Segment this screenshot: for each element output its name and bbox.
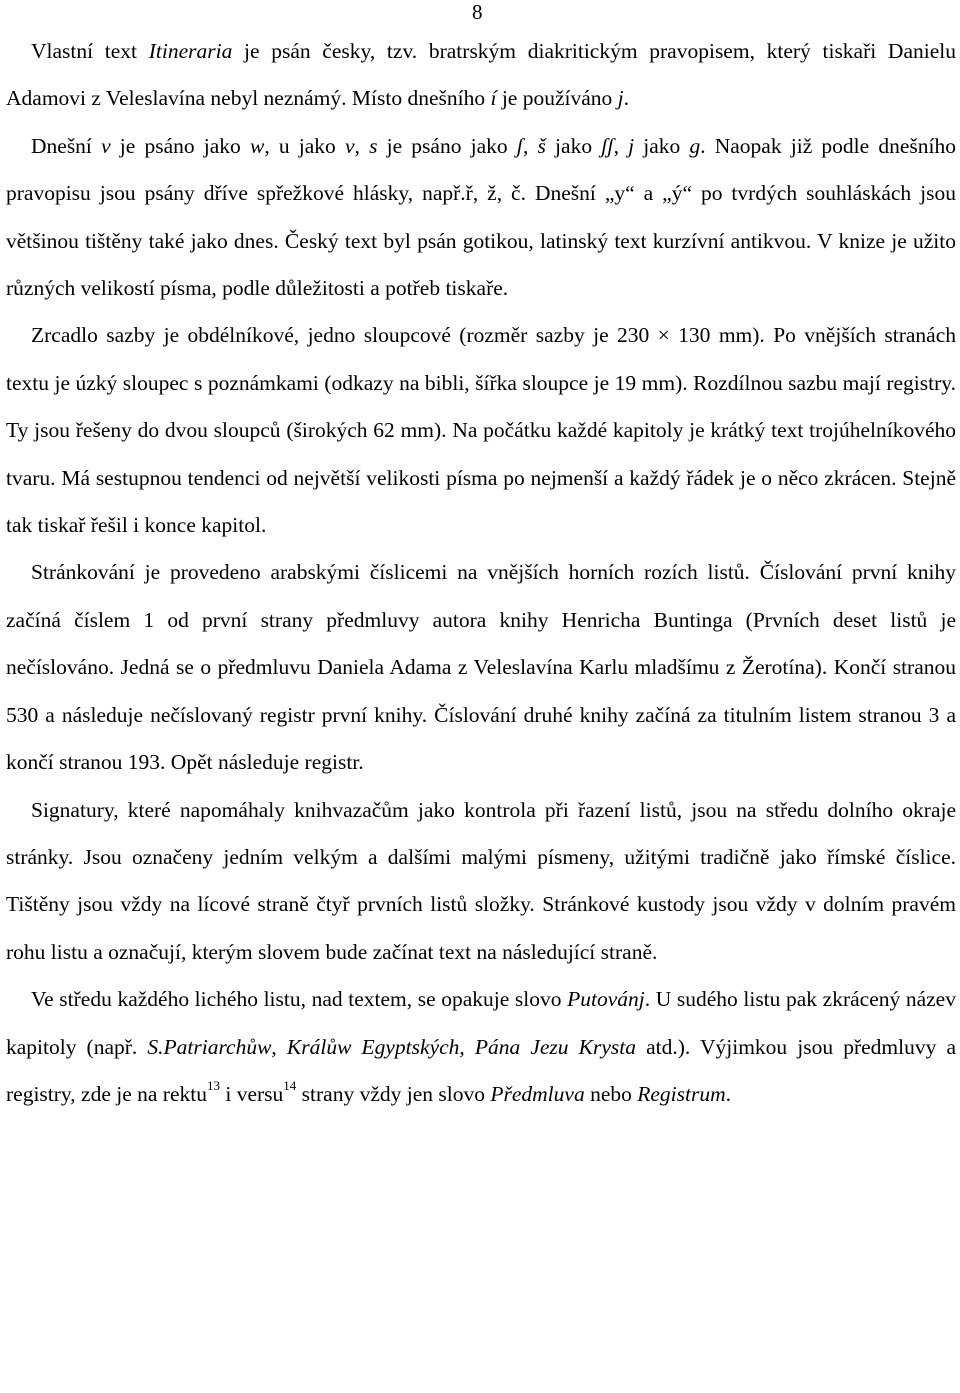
italic-text: Králůw Egyptských (286, 1034, 460, 1059)
text-run: strany vždy jen slovo (296, 1081, 491, 1106)
text-run: nebo (584, 1081, 638, 1106)
text-run: , (522, 133, 538, 158)
body-text (6, 28, 956, 1118)
text-run: jako (545, 133, 602, 158)
italic-text: s (369, 133, 378, 158)
text-run: je psáno jako (377, 133, 517, 158)
text-run: Dnešní (31, 133, 102, 158)
text-run: jako (634, 133, 690, 158)
text-run: je psáno jako (110, 133, 250, 158)
italic-text: Pána Jezu Krysta (474, 1034, 636, 1059)
text-run: . (623, 86, 630, 111)
text-run: Ve středu každého lichého listu, nad textem, se opakuje slovo (31, 987, 568, 1012)
italic-text: ʃ (516, 133, 523, 158)
text-run: , (613, 133, 629, 158)
text-run: je psán česky, tzv. bratrským diakritickým pravopisem, který tiskaři Danielu Adamovi z Veleslavína nebyl neznámý. Místo dnešního (6, 39, 956, 111)
italic-text: í (490, 86, 497, 111)
footnote-marker: 14 (283, 1077, 297, 1093)
text-run: atd.). Výjimkou jsou předmluvy a registry, zde je na rektu (6, 1034, 956, 1106)
paragraph (6, 123, 956, 313)
paragraph (6, 28, 956, 123)
italic-text: Putovánj (567, 987, 645, 1012)
text-run: Zrcadlo sazby je obdélníkové, jedno sloupcové (rozměr sazby je 230 × 130 mm). Po vnějších stranách textu je úzký sloupec s poznámkami (odkazy na bibli, šířka sloupce je 19 mm). Rozdílnou sazbu mají registry. Ty jsou řešeny do dvou sloupců (širokých 62 mm). Na počátku každé kapitoly je krátký text trojúhelníkového tvaru. Má sestupnou tendenci od největší velikosti písma po nejmenší a každý řádek je o něco zkrácen. Stejně tak tiskař řešil i konce kapitol. (6, 323, 956, 538)
italic-text: j (617, 86, 624, 111)
italic-text: v (101, 133, 111, 158)
paragraph (6, 312, 956, 549)
text-run: . (725, 1081, 732, 1106)
text-run: i versu (219, 1081, 284, 1106)
italic-text: w (249, 133, 265, 158)
footnote-marker: 13 (206, 1077, 220, 1093)
text-run: . U sudého listu pak zkrácený název kapitoly (např. (6, 987, 956, 1059)
paragraph (6, 549, 956, 786)
italic-text: Registrum (637, 1081, 726, 1106)
text-run: Stránkování je provedeno arabskými číslicemi na vnějších horních rozích listů. Číslování první knihy začíná číslem 1 od první strany předmluvy autora knihy Henricha Buntinga (Prvních deset listů je nečíslováno. Jedná se o předmluvu Daniela Adama z Veleslavína Karlu mladšímu z Žerotína). Končí stranou 530 a následuje nečíslovaný registr první knihy. Číslování druhé knihy začíná za titulním listem stranou 3 a končí stranou 193. Opět následuje registr. (6, 560, 956, 775)
text-run: . Naopak již podle dnešního pravopisu jsou psány dříve spřežkové hlásky, např.ř, ž, č. Dnešní „y“ a „ý“ po tvrdých souhláskách jsou většinou tištěny také jako dnes. Český text byl psán gotikou, latinský text kurzívní antikvou. V knize je užito různých velikostí písma, podle důležitosti a potřeb tiskaře. (6, 133, 956, 301)
italic-text: ʃʃ (601, 133, 614, 158)
paragraph (6, 787, 956, 977)
text-run: , (354, 133, 370, 158)
italic-text: v (344, 133, 355, 158)
italic-text: S.Patriarchůw (147, 1034, 272, 1059)
italic-text: g (689, 133, 701, 158)
italic-text: š (537, 133, 546, 158)
italic-text: j (628, 133, 635, 158)
text-run: je používáno (496, 86, 618, 111)
italic-text: Itineraria (148, 39, 233, 63)
text-run: , (271, 1034, 287, 1059)
text-run: , (459, 1034, 475, 1059)
page-number: 8 (472, 0, 483, 24)
text-run: Signatury, které napomáhaly knihvazačům jako kontrola při řazení listů, jsou na středu dolního okraje stránky. Jsou označeny jedním velkým a dalšími malými písmeny, užitými tradičně jako římské číslice. Tištěny jsou vždy na lícové straně čtyř prvních listů složky. Stránkové kustody jsou vždy v dolním pravém rohu listu a označují, kterým slovem bude začínat text na následující straně. (6, 797, 956, 964)
paragraph (6, 976, 956, 1118)
text-run: Vlastní text (31, 39, 149, 63)
italic-text: Předmluva (490, 1081, 585, 1106)
text-run: , u jako (264, 133, 345, 158)
